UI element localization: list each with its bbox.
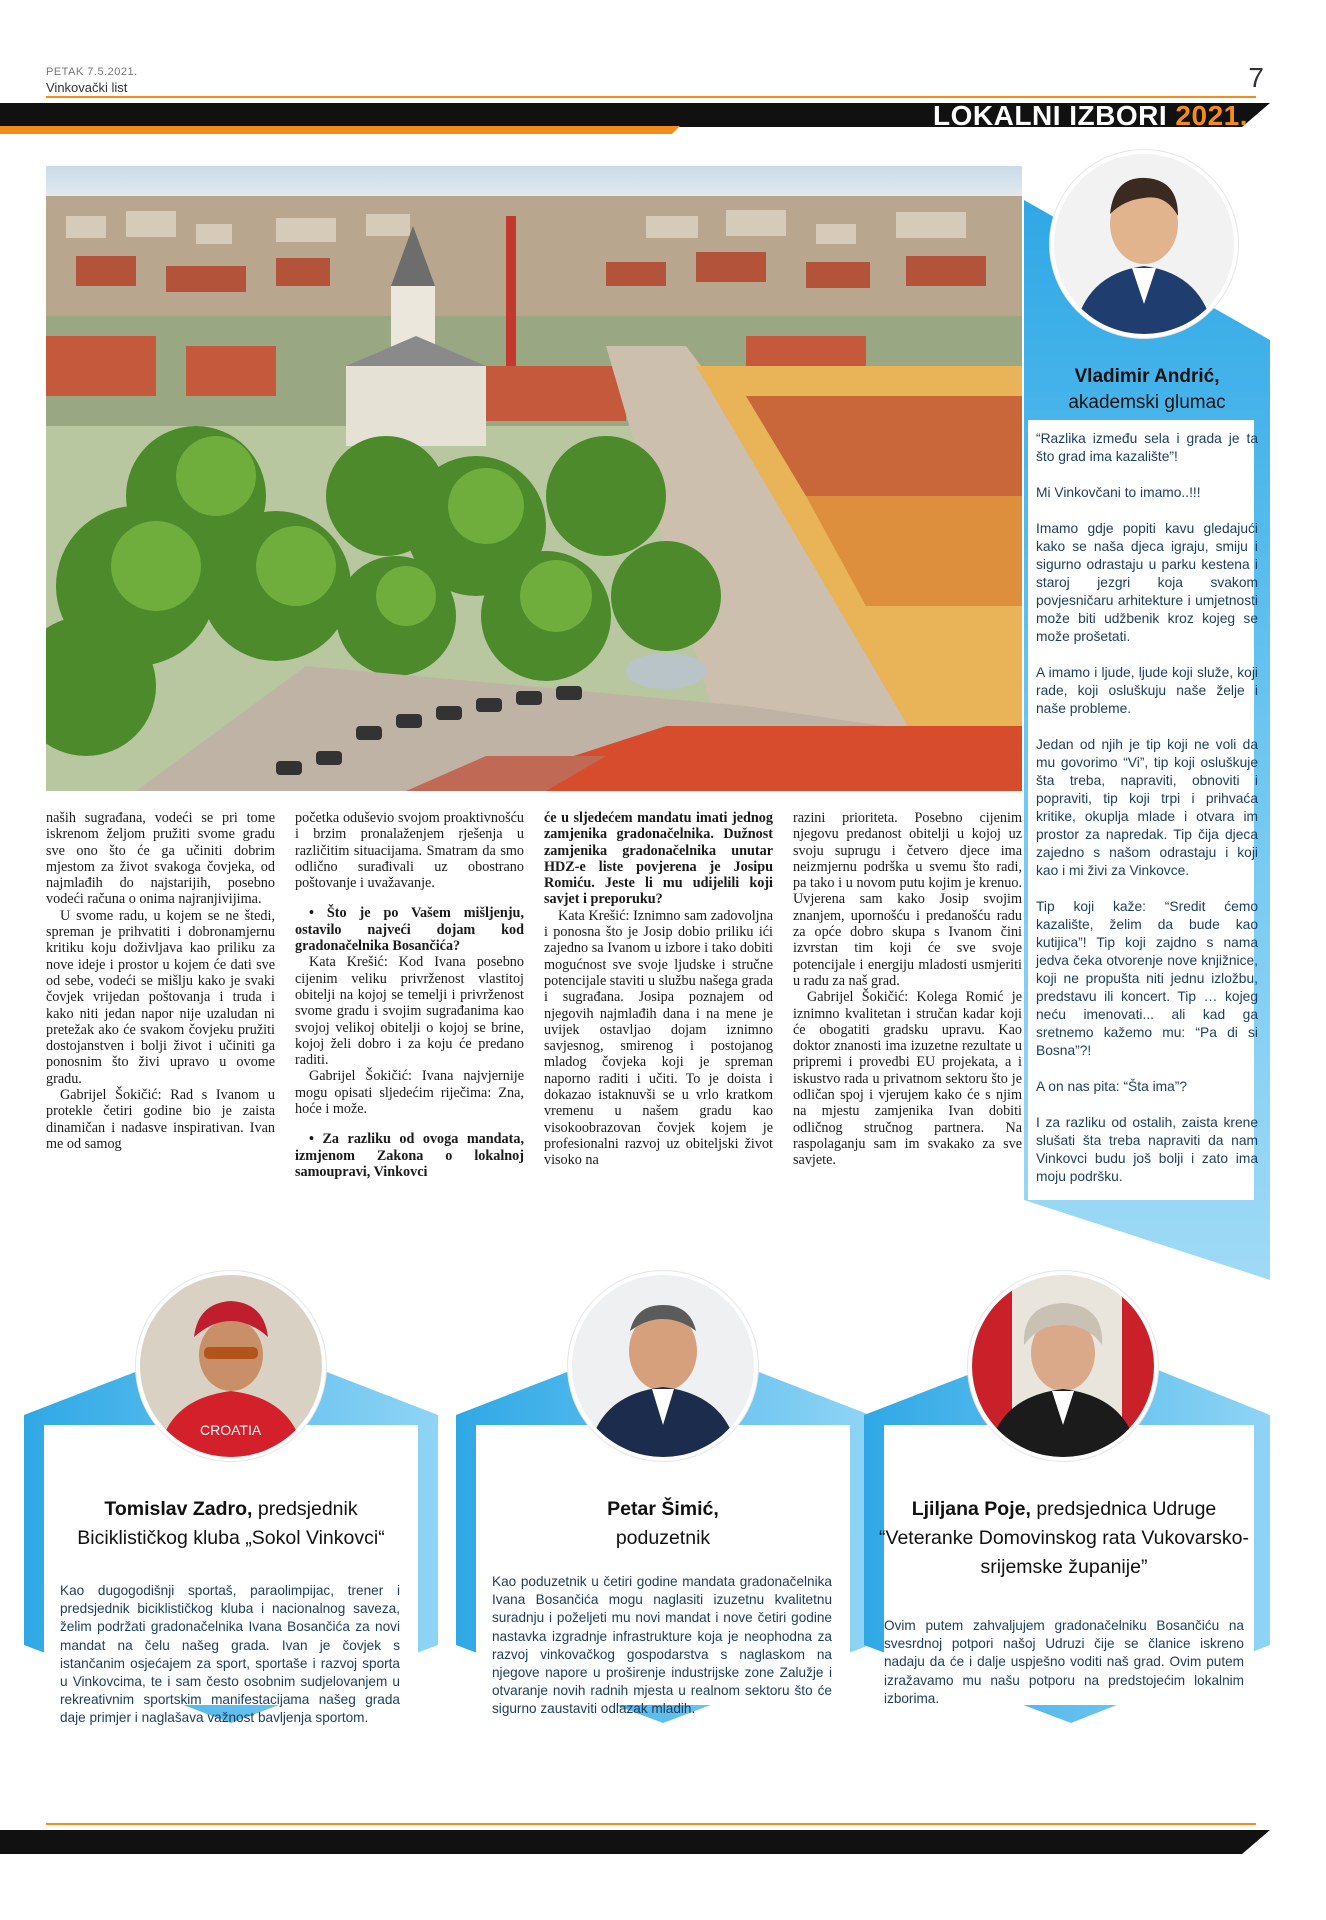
vladimir-andric-portrait [1050, 150, 1238, 338]
section-title: LOKALNI IZBORI 2021. [933, 100, 1248, 131]
sidebar-paragraph: Jedan od njih je tip koji ne voli da mu govorimo “Vi”, tip koji osluškuje šta treba, napraviti, obnoviti i popraviti, tip koji trpi i prihvaća kritike, okuplja mlade i otvara im prostor za napredak. Tip čija djeca zajedno s našom odrastaju i koji kao i mi živi za Vinkovce. [1036, 737, 1258, 878]
sidebar-paragraph: Imamo gdje popiti kavu gledajući kako se naša djeca igraju, smiju i sigurno odrastaju u parku kestena i staroj jezgri koja svakom povjesničaru arhitekture i umjetnosti može biti udžbenik kroz kojeg se može prošetati. [1036, 521, 1258, 644]
testimonial-card-zadro [24, 1335, 438, 1726]
article-column-3 [544, 810, 773, 1230]
sidebar-testimonial [1024, 200, 1270, 1280]
newspaper-name: Vinkovački list [46, 80, 128, 95]
sidebar-paragraph: A imamo i ljude, ljude koji služe, koji rade, koji osluškuju naše želje i naše probleme. [1036, 665, 1258, 716]
sidebar-name: Vladimir Andrić, [1074, 366, 1220, 387]
sidebar-role: akademski glumac [1068, 392, 1226, 413]
interview-question: će u sljedećem mandatu imati jednog zamjenika gradonačelnika. Dužnost zamjenika gradonačelnika unutar HDZ-e liste povjerena je Josipu Romiću. Jeste li mu udijelili koji savjet i preporuku? [544, 810, 773, 908]
sidebar-paragraph: “Razlika između sela i grada je ta što grad ima kazalište”! [1036, 431, 1258, 464]
card-name: Tomislav Zadro, predsjednik Biciklističkog kluba „Sokol Vinkovci“ [77, 1498, 385, 1549]
section-year: 2021. [1175, 100, 1248, 131]
article-paragraph: razini prioriteta. Posebno cijenim njegovu predanost obitelji u kojoj uz svoju suprugu i četvero djece ima neizmjernu podrška u svemu što radi, pa tako i u novom putu kojim je krenuo. Uvjerena sam kako Josip svojim znanjem, upornošću i predanošću radu za opće dobro skupa s Ivanom čini izvrstan tim koji će sve svoje potencijale i energiju mladosti usmjeriti u radu za naš grad. [793, 810, 1022, 989]
article-paragraph: Kata Krešić: Kod Ivana posebno cijenim veliku privrženost vlastitoj obitelji na kojoj se temelji i privrženost svome gradu i svojim sugrađanima kao svojoj velikoj obitelji o kojoj se brine, kojoj želi dobro i za koju će predano raditi. [295, 954, 524, 1069]
issue-date: PETAK 7.5.2021. [46, 66, 138, 78]
footer-banner [0, 1830, 1270, 1854]
article-paragraph: naših sugrađana, vodeći se pri tome iskrenom željom pružiti svome gradu sve ono što će ga učiniti dobrim mjestom za život svakoga čovjeka, od najmlađih do najstarijih, posebno vodeći računa o onima najranjivijima. [46, 810, 275, 908]
svg-text:CROATIA: CROATIA [200, 1422, 262, 1438]
article-paragraph: U svome radu, u kojem se ne štedi, spreman je prihvatiti i dobronamjernu kritiku koju doživljava kao priliku za nove ideje i prostor u kojem će dati sve od sebe, vodeći se mišlju kako je svaki čovjek vrijedan poštovanja i truda i kako niti jedan napor nije uzaludan ni pretežak ako će svakom čovjeku pružiti dostojanstven i bolji život i učiniti ga ponosnim što živi upravo u ovome gradu. [46, 907, 275, 1087]
article-paragraph: Gabrijel Šokičić: Kolega Romić je iznimno kvalitetan i stručan kadar koji će obogatiti gradsku upravu. Kao doktor znanosti ima izuzetne rezultate u pripremi i provedbi EU projekata, a i iskustvo rada u privatnom sektoru što je odličan spoj i vjerujem kako će s njim na mjestu zamjenika Ivan dobiti odličnog stručnog partnera. Na raspolaganju sam im svakako za sve savjete. [793, 989, 1022, 1169]
sidebar-paragraph: Mi Vinkovčani to imamo..!!! [1036, 485, 1201, 500]
section-banner-accent [0, 126, 680, 134]
article-paragraph: početka oduševio svojom proaktivnošću i brzim pronalaženjem rješenja u različitim situacijama. Smatram da smo odlično surađivali uz obostrano poštovanje i uvažavanje. [295, 810, 524, 892]
article-paragraph: Kata Krešić: Iznimno sam zadovoljna i ponosna što je Josip dobio priliku ići zajedno sa Ivanom u izbore i tako dobiti mogućnost sve svoje ljudske i stručne potencijale staviti u službu našega grada i sugrađana. Josipa poznajem od njegovih najmlađih dana i na mene je uvijek ostavljao dojam iznimno savjesnog, smirenog i postojanog mladog čovjeka koji je spreman naporno raditi i učiti. To je doista i dokazao istaknuvši se u vrlo kratkom vremenu u našem gradu kao visokoobrazovan čovjek kojem je profesionalni razvoj uz obiteljski život visoko na [544, 907, 773, 1169]
top-divider [46, 96, 1256, 98]
interview-question: • Što je po Vašem mišljenju, ostavilo najveći dojam kod gradonačelnika Bosančića? [295, 905, 524, 955]
sidebar-text [1036, 430, 1258, 1204]
article-body [46, 810, 1022, 1230]
ljiljana-poje-portrait [968, 1271, 1158, 1461]
bottom-divider [46, 1823, 1256, 1825]
article-paragraph: Gabrijel Šokičić: Ivana najvjernije mogu opisati sljedećim riječima: Zna, hoće i može. [295, 1068, 524, 1118]
card-text: Kao poduzetnik u četiri godine mandata gradonačelnika Ivana Bosančića mogu naglasiti izuzetnu kvalitetnu suradnju i poželjeti mu novi mandat i nove četiri godine nastavka izgradnje infrastrukture koja je neophodna za razvoj vinkovačkog gospodarstva s naglaskom na njegove napore u proširenje industrijske zone Zalužje i otvaranje novih radnih mjesta u realnom sektoru što će sigurno zaustaviti odlazak mladih. [492, 1574, 832, 1717]
article-paragraph: Gabrijel Šokičić: Rad s Ivanom u protekle četiri godine bio je zaista dinamičan i nadasve inspirativan. Ivan me od samog [46, 1087, 275, 1152]
card-text: Ovim putem zahvaljujem gradonačelniku Bosančiću na svesrdnoj potpori našoj Udruzi čije se članice iskreno nadaju da će i dalje uspješno voditi naš grad. Ovim putem izražavamo mu našu potporu na predstojećim lokalnim izborima. [884, 1618, 1244, 1706]
aerial-town-photo [46, 166, 1022, 791]
sidebar-paragraph: Tip koji kaže: “Sredit ćemo kazalište, želim da bude kao kutijica”! Tip koji zajdno s nama jedva čeka otvorenje nove knjižnice, koji ne propušta niti jednu izložbu, predstavu ili koncert. Tip … kojeg neću imenovati... ali kad ga sretnemo kažemo mu: “Pa di si Bosna”?! [1036, 899, 1258, 1058]
sidebar-paragraph: A on nas pita: “Šta ima”? [1036, 1079, 1188, 1094]
petar-simic-portrait [568, 1271, 758, 1461]
testimonial-card-simic [456, 1335, 870, 1723]
tomislav-zadro-portrait [136, 1271, 326, 1461]
article-column-2 [295, 810, 524, 1230]
testimonial-card-poje [864, 1335, 1278, 1723]
article-column-1 [46, 810, 275, 1230]
card-text: Kao dugogodišnji sportaš, paraolimpijac, trener i predsjednik biciklističkog kluba i nacionalnog saveza, želim podržati gradonačelnika Ivana Bosančića za novi mandat na čelu našeg grada. Ivan je čovjek s istančanim osjećajem za sport, sportaše i razvoj sporta u Vinkovcima, te i sam često osobnim sudjelovanjem u rekreativnim sportskim manifestacijama našeg grada daje primjer i naglašava važnost bavljenja sportom. [60, 1583, 400, 1726]
card-name: Petar Šimić, poduzetnik [607, 1498, 719, 1549]
page-number: 7 [1248, 62, 1264, 93]
interview-question: • Za razliku od ovoga mandata, izmjenom Zakona o lokalnoj samoupravi, Vinkovci [295, 1131, 524, 1180]
sidebar-paragraph: I za razliku od ostalih, zaista krene slušati šta treba napraviti da nam Vinkovci budu još bolji i zato ima moju podršku. [1036, 1115, 1258, 1184]
article-column-4 [793, 810, 1022, 1230]
card-name: Ljiljana Poje, predsjednica Udruge “Veteranke Domovinskog rata Vukovarsko-srijemske županije” [879, 1498, 1249, 1578]
